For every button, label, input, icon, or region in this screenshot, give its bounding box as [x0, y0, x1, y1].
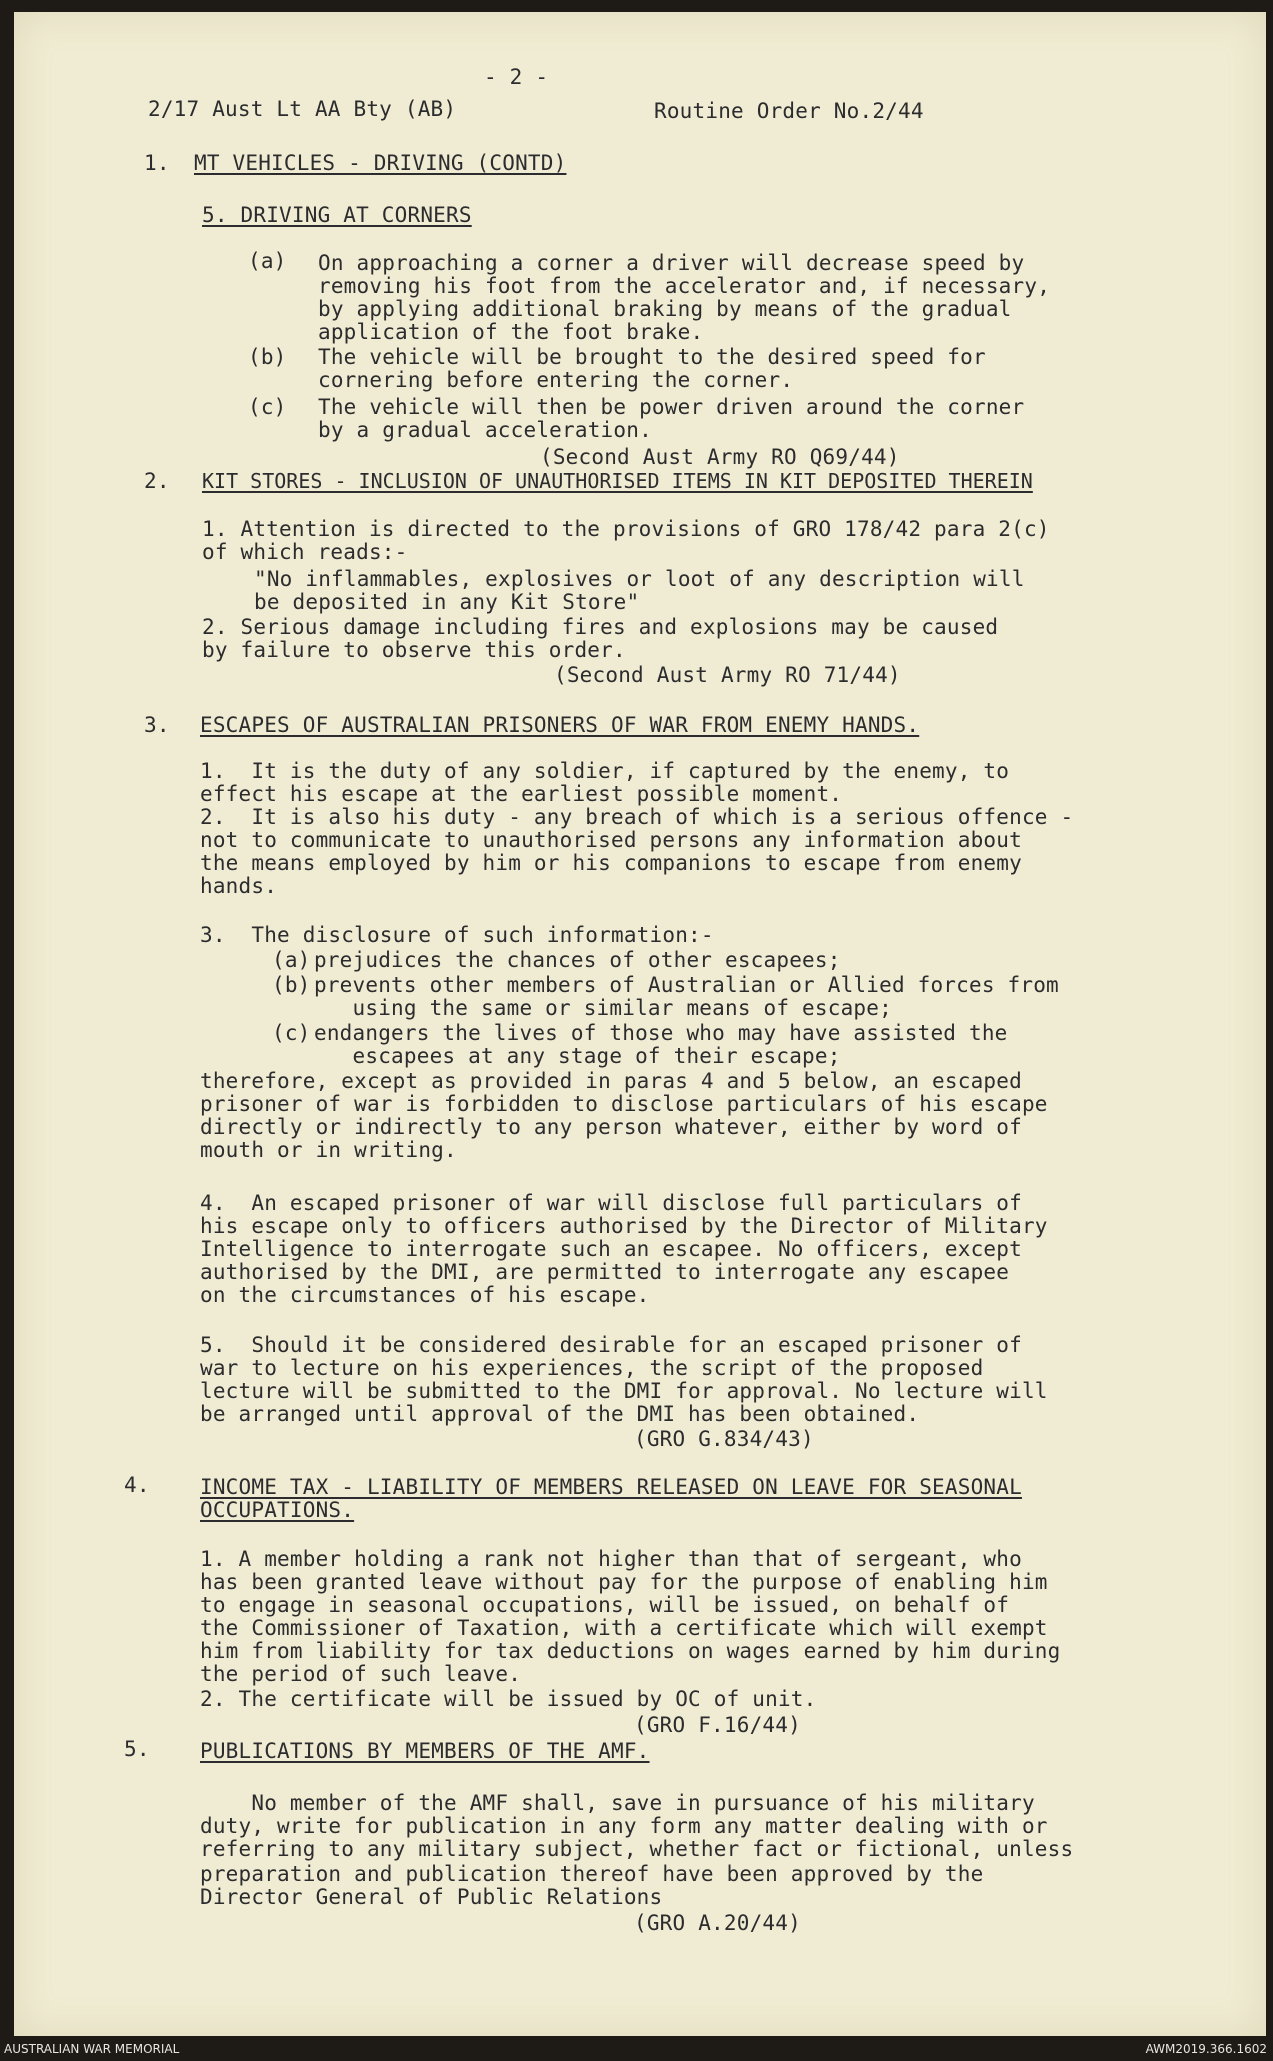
- section-4-line: 2. The certificate will be issued by OC of unit.: [200, 1687, 817, 1711]
- item-line: endangers the lives of those who may have assisted the: [314, 1021, 1008, 1045]
- section-3-number: 3.: [144, 713, 170, 737]
- section-1-heading: MT VEHICLES - DRIVING (CONTD): [194, 151, 567, 175]
- item-label: (a): [248, 249, 287, 273]
- section-3-line: 4. An escaped prisoner of war will disclose full particulars of: [200, 1191, 1022, 1215]
- item-line: by a gradual acceleration.: [318, 418, 652, 442]
- section-4-line: the Commissioner of Taxation, with a certificate which will exempt: [200, 1616, 1048, 1640]
- item-line: application of the foot brake.: [318, 320, 704, 344]
- section-2-line: be deposited in any Kit Store": [254, 590, 640, 614]
- section-4-line: him from liability for tax deductions on wages earned by him during: [200, 1639, 1061, 1663]
- page-number: - 2 -: [484, 65, 549, 89]
- section-3-line: authorised by the DMI, are permitted to interrogate any escapee: [200, 1260, 1010, 1284]
- section-3-line: 2. It is also his duty - any breach of which is a serious offence -: [200, 805, 1074, 829]
- section-3-reference: (GRO G.834/43): [634, 1427, 814, 1451]
- section-5-line: No member of the AMF shall, save in pursuance of his military: [200, 1791, 1035, 1815]
- section-3-line: on the circumstances of his escape.: [200, 1283, 650, 1307]
- section-1-reference: (Second Aust Army RO Q69/44): [540, 445, 900, 469]
- section-3-line: his escape only to officers authorised by the Director of Military: [200, 1214, 1048, 1238]
- item-line: using the same or similar means of escape;: [314, 996, 892, 1020]
- item-line: The vehicle will be brought to the desired speed for: [318, 345, 986, 369]
- section-2-number: 2.: [144, 469, 170, 493]
- section-3-line: Intelligence to interrogate such an escapee. No officers, except: [200, 1237, 1022, 1261]
- section-2-line: 1. Attention is directed to the provisions of GRO 178/42 para 2(c): [202, 517, 1050, 541]
- section-4-line: 1. A member holding a rank not higher than that of sergeant, who: [200, 1547, 1022, 1571]
- section-3-line: be arranged until approval of the DMI has been obtained.: [200, 1402, 920, 1426]
- section-3-line: 5. Should it be considered desirable for an escaped prisoner of: [200, 1333, 1022, 1357]
- item-label: (a): [272, 948, 311, 972]
- section-3-line: 1. It is the duty of any soldier, if captured by the enemy, to: [200, 759, 1010, 783]
- section-2-line: "No inflammables, explosives or loot of any description will: [254, 567, 1025, 591]
- section-4-reference: (GRO F.16/44): [634, 1713, 801, 1737]
- section-3-line: directly or indirectly to any person whatever, either by word of: [200, 1115, 1022, 1139]
- item-line: prevents other members of Australian or Allied forces from: [314, 973, 1059, 997]
- section-1-subheading: 5. DRIVING AT CORNERS: [202, 203, 472, 227]
- section-2-reference: (Second Aust Army RO 71/44): [554, 663, 901, 687]
- section-3-line: mouth or in writing.: [200, 1138, 457, 1162]
- item-line: escapees at any stage of their escape;: [314, 1044, 841, 1068]
- section-2-heading: KIT STORES - INCLUSION OF UNAUTHORISED ITEMS IN KIT DEPOSITED THEREIN: [202, 469, 1033, 493]
- item-line: removing his foot from the accelerator and, if necessary,: [318, 274, 1051, 298]
- section-3-line: prisoner of war is forbidden to disclose particulars of his escape: [200, 1092, 1048, 1116]
- section-3-line: hands.: [200, 874, 278, 898]
- item-line: cornering before entering the corner.: [318, 368, 794, 392]
- item-line: The vehicle will then be power driven around the corner: [318, 395, 1025, 419]
- section-5-line: referring to any military subject, whether fact or fictional, unless: [200, 1837, 1074, 1861]
- footer-accession-number: AWM2019.366.1602: [1145, 2042, 1267, 2056]
- item-line: On approaching a corner a driver will decrease speed by: [318, 251, 1025, 275]
- section-3-line: lecture will be submitted to the DMI for approval. No lecture will: [200, 1379, 1048, 1403]
- section-1-number: 1.: [144, 151, 170, 175]
- section-5-number: 5.: [124, 1737, 150, 1761]
- section-2-line: 2. Serious damage including fires and explosions may be caused: [202, 615, 999, 639]
- document-page: [14, 12, 1266, 2036]
- section-3-line: therefore, except as provided in paras 4 and 5 below, an escaped: [200, 1069, 1022, 1093]
- item-label: (b): [272, 973, 311, 997]
- item-line: prejudices the chances of other escapees;: [314, 948, 841, 972]
- section-4-line: has been granted leave without pay for the purpose of enabling him: [200, 1570, 1048, 1594]
- item-label: (c): [272, 1021, 311, 1045]
- section-5-reference: (GRO A.20/44): [634, 1911, 801, 1935]
- section-3-line: war to lecture on his experiences, the script of the proposed: [200, 1356, 984, 1380]
- unit-header: 2/17 Aust Lt AA Bty (AB): [148, 97, 457, 121]
- footer-archive-name: AUSTRALIAN WAR MEMORIAL: [4, 2042, 180, 2056]
- section-5-line: preparation and publication thereof have been approved by the: [200, 1862, 984, 1886]
- item-line: by applying additional braking by means of the gradual: [318, 297, 1012, 321]
- section-4-number: 4.: [124, 1473, 150, 1497]
- section-3-line: effect his escape at the earliest possible moment.: [200, 782, 843, 806]
- section-5-line: duty, write for publication in any form any matter dealing with or: [200, 1814, 1048, 1838]
- section-2-line: of which reads:-: [202, 540, 408, 564]
- section-4-heading: OCCUPATIONS.: [200, 1498, 355, 1522]
- section-4-line: the period of such leave.: [200, 1662, 522, 1686]
- section-5-heading: PUBLICATIONS BY MEMBERS OF THE AMF.: [200, 1739, 650, 1763]
- section-3-line: not to communicate to unauthorised persons any information about: [200, 828, 1022, 852]
- section-3-heading: ESCAPES OF AUSTRALIAN PRISONERS OF WAR FROM ENEMY HANDS.: [200, 713, 920, 737]
- order-title: Routine Order No.2/44: [654, 99, 924, 123]
- section-5-line: Director General of Public Relations: [200, 1885, 663, 1909]
- archive-footer: [0, 2037, 1273, 2061]
- section-2-line: by failure to observe this order.: [202, 638, 626, 662]
- item-label: (c): [248, 395, 287, 419]
- section-3-para3-intro: 3. The disclosure of such information:-: [200, 923, 714, 947]
- section-4-heading: INCOME TAX - LIABILITY OF MEMBERS RELEASED ON LEAVE FOR SEASONAL: [200, 1475, 1022, 1499]
- section-3-line: the means employed by him or his companions to escape from enemy: [200, 851, 1022, 875]
- item-label: (b): [248, 345, 287, 369]
- section-4-line: to engage in seasonal occupations, will be issued, on behalf of: [200, 1593, 1010, 1617]
